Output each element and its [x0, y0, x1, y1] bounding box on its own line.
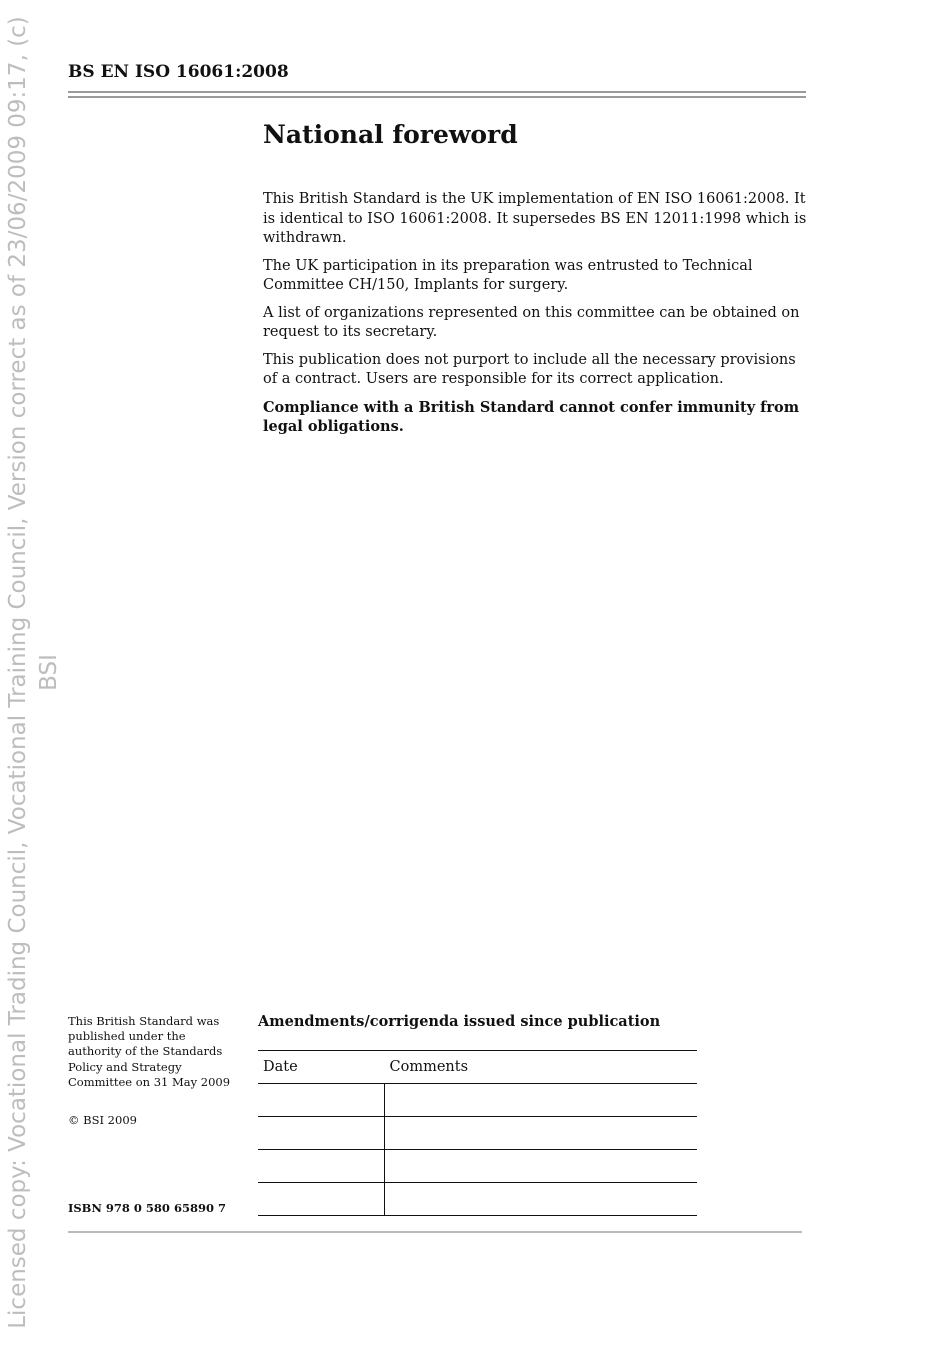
isbn: ISBN 978 0 580 65890 7: [68, 1201, 226, 1215]
license-watermark: [2, 0, 63, 1345]
compliance-notice: Compliance with a British Standard cannot confer immunity from legal obligations.: [263, 398, 800, 435]
watermark-line-1: Licensed copy: Vocational Trading Council, Vocational Training Council, Version correct as of 23/06/2009 09:17, (c): [5, 16, 31, 1329]
amendments-title: Amendments/corrigenda issued since publication: [258, 1013, 661, 1030]
publication-statement: This British Standard was published under the authority of the Standards Policy and Strategy Committee on 31 May 2009: [68, 1014, 231, 1089]
table-row: [258, 1117, 697, 1150]
foreword-paragraph: This publication does not purport to include all the necessary provisions of a contract. Users are responsible for its correct application.: [263, 351, 796, 387]
copyright-notice: © BSI 2009: [68, 1113, 137, 1127]
amendments-table: [258, 1050, 697, 1216]
column-header-comments: Comments: [385, 1051, 698, 1084]
table-row: [258, 1183, 697, 1216]
table-row: [258, 1084, 697, 1117]
table-header-row: [258, 1051, 697, 1084]
table-row: [258, 1150, 697, 1183]
foreword-paragraph: A list of organizations represented on this committee can be obtained on request to its secretary.: [263, 304, 800, 340]
comments-cell: [385, 1084, 698, 1117]
comments-cell: [385, 1183, 698, 1216]
foreword-paragraph: This British Standard is the UK implementation of EN ISO 16061:2008. It is identical to ISO 16061:2008. It supersedes BS EN 12011:1998 which is withdrawn.: [263, 191, 807, 246]
watermark-line-2: BSI: [36, 654, 62, 691]
standard-code: BS EN ISO 16061:2008: [68, 62, 289, 82]
page-title: National foreword: [263, 120, 518, 149]
header-double-rule: [68, 91, 806, 98]
footer-rule: [68, 1231, 802, 1233]
comments-cell: [385, 1117, 698, 1150]
date-cell: [258, 1117, 385, 1150]
foreword-body: [263, 190, 808, 445]
date-cell: [258, 1183, 385, 1216]
foreword-paragraph: The UK participation in its preparation was entrusted to Technical Committee CH/150, Implants for surgery.: [263, 257, 753, 293]
column-header-date: Date: [258, 1051, 385, 1084]
date-cell: [258, 1084, 385, 1117]
comments-cell: [385, 1150, 698, 1183]
date-cell: [258, 1150, 385, 1183]
